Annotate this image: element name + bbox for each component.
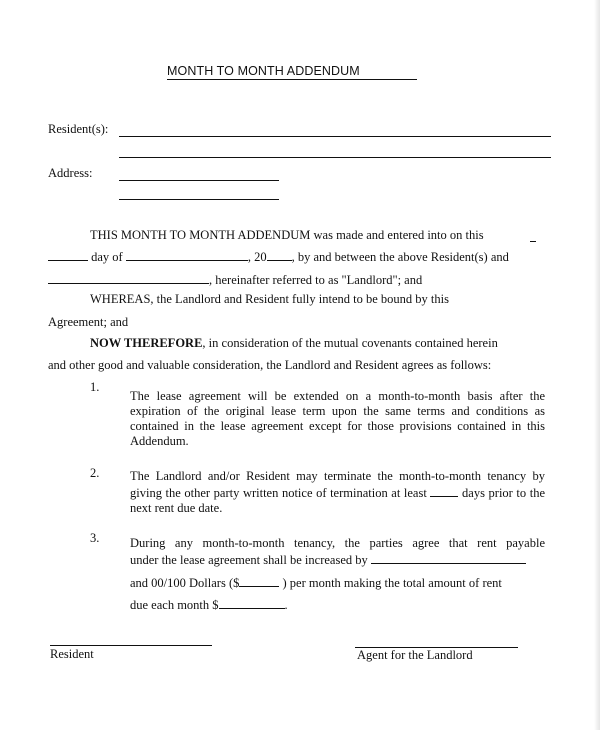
total-rent-blank[interactable] [219,596,285,609]
clause-2-number: 2. [90,466,100,480]
clause-3-line-3-b: ) per month making the total amount of rent [282,576,502,590]
intro-line-3-tail: , hereinafter referred to as "Landlord"; and [209,273,423,287]
now-therefore-line-1 [90,336,498,351]
clause-2-text-after: prior to the next rent due date. [130,486,546,515]
clause-3-line-3-a: and 00/100 Dollars ($ [130,576,240,590]
clause-1-text: The lease agreement will be extended on a month-to-month basis after the expiration of the original lease term upon the same terms and conditions as contained in the lease agreement except for those provisions contained in this Addendum. [130,389,545,448]
intro-line-3 [48,271,422,288]
address-field-line-2[interactable] [119,199,279,200]
clause-3-line-4-a: due each month $ [130,598,219,612]
clause-3-line-4-b: . [284,598,288,612]
now-therefore-line-2: and other good and valuable consideration, the Landlord and Resident agrees as follows: [48,358,492,372]
clause-3-line-4 [130,596,288,613]
resident-signature-label: Resident [50,647,94,661]
document-title: MONTH TO MONTH ADDENDUM [167,64,360,78]
address-field-line-1[interactable] [119,180,279,181]
clause-3-line-2 [130,551,526,568]
now-therefore-rest: , in consideration of the mutual covenants contained herein [202,336,498,350]
notice-days-blank[interactable] [430,484,458,497]
title-underline [167,79,417,80]
clause-2-text-before: The Landlord and/or Resident may terminate the month-to-month tenancy by giving the other party written notice of termination at least [130,469,545,500]
clause-3-line-2-text: under the lease agreement shall be increased by [130,553,368,567]
day-blank[interactable] [48,248,88,261]
agent-signature-label: Agent for the Landlord [357,648,473,662]
resident-label: Resident(s): [48,122,109,136]
resident-signature-line[interactable] [50,645,212,646]
clause-2-days-text: days [462,486,485,500]
landlord-name-blank[interactable] [48,271,209,284]
rent-increase-amount-blank[interactable] [239,574,279,587]
whereas-line-2: Agreement; and [48,315,129,329]
resident-field-line-1[interactable] [119,136,551,137]
address-label: Address: [48,166,93,180]
intro-date-blank[interactable] [530,241,536,242]
rent-increase-words-blank[interactable] [371,551,526,564]
intro-line-2 [48,248,509,265]
whereas-line-1: WHEREAS, the Landlord and Resident fully intend to be bound by this [90,292,449,306]
clause-3-number: 3. [90,531,100,545]
month-blank[interactable] [126,248,248,261]
clause-1-number: 1. [90,380,100,394]
now-therefore-heading: NOW THEREFORE [90,336,203,350]
resident-field-line-2[interactable] [119,157,551,158]
intro-line-2-tail: , by and between the above Resident(s) and [291,250,509,264]
page-edge-shadow [594,0,600,730]
year-prefix-text: , 20 [247,250,267,264]
clause-3-line-1: During any month-to-month tenancy, the parties agree that rent payable [130,536,545,550]
clause-3-line-3 [130,574,502,591]
intro-line-1: THIS MONTH TO MONTH ADDENDUM was made and entered into on this [90,228,484,242]
year-blank[interactable] [267,248,292,261]
clause-2-text [130,469,545,516]
day-of-text: day of [91,250,123,264]
